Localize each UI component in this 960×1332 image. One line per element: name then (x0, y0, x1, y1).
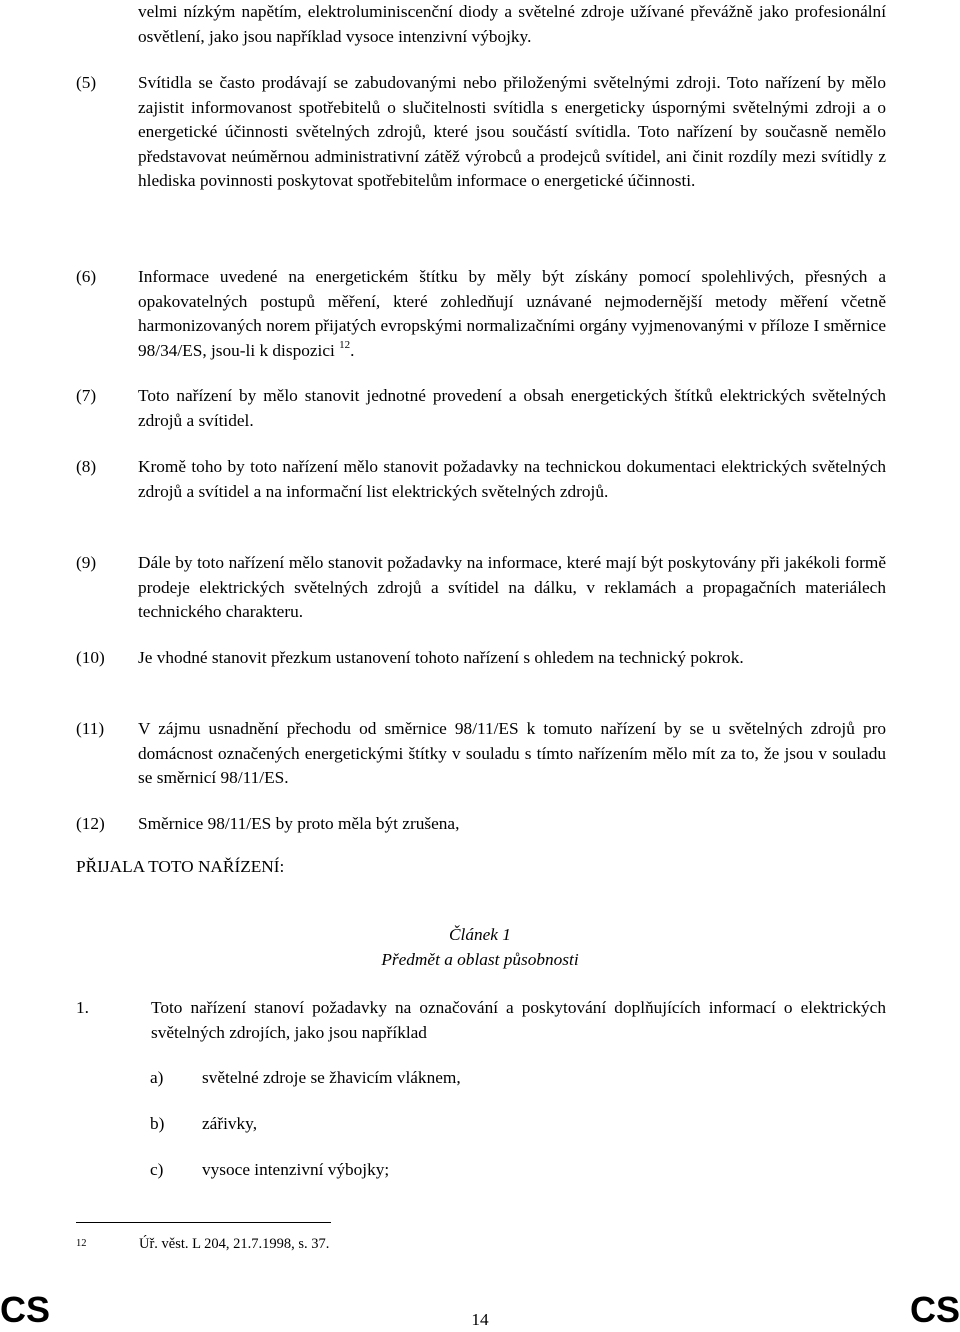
footnote-text: Úř. věst. L 204, 21.7.1998, s. 37. (139, 1236, 330, 1252)
recital-number: (6) (76, 267, 97, 286)
recital-8 (76, 455, 886, 504)
article-subtitle: Předmět a oblast působnosti (381, 950, 579, 969)
page-number: 14 (471, 1310, 489, 1329)
recital-text: Kromě toho by toto nařízení mělo stanovit požadavky na technickou dokumentaci elektrických světelných zdrojů a svítidel a na informační list elektrických světelných zdrojů. (138, 457, 886, 501)
footnote (76, 1234, 329, 1254)
article-heading (0, 922, 960, 972)
article-paragraph-1 (76, 996, 886, 1045)
recital-number: (10) (76, 648, 105, 667)
footnote-reference: 12 (339, 338, 351, 351)
recital-text: Svítidla se často prodávají se zabudovanými nebo přiloženými světelnými zdroji. Toto nařízení by mělo zajistit informovanost spotřebitelů o slučitelnosti svítidla s energeticky úspornými světelnými zdroji a o energetické účinnosti světelných zdrojů, které jsou součástí svítidla. Toto nařízení by současně nemělo představovat neúměrnou administrativní zátěž výrobců a prodejců svítidel, ani činit rozdíly mezi svítidly z hlediska povinnosti poskytovat spotřebitelům informace o energetické účinnosti. (138, 73, 886, 190)
recital-number: (5) (76, 73, 97, 92)
recital-suffix: . (350, 340, 355, 360)
language-code-right: CS (909, 1289, 960, 1330)
list-item-text: zářivky, (202, 1114, 258, 1133)
adoption-formula: PŘIJALA TOTO NAŘÍZENÍ: (76, 857, 285, 876)
list-item (150, 1066, 461, 1091)
recital-text: Toto nařízení by mělo stanovit jednotné provedení a obsah energetických štítků elektrických světelných zdrojů a svítidel. (138, 386, 886, 430)
recital-9 (76, 551, 886, 625)
list-item (150, 1112, 257, 1137)
recital-number: (8) (76, 457, 97, 476)
recital-number: (9) (76, 553, 97, 572)
recital-number: (12) (76, 814, 105, 833)
list-item-letter: a) (150, 1068, 164, 1087)
list-item-letter: c) (150, 1160, 164, 1179)
article-paragraph-text: Toto nařízení stanoví požadavky na označování a poskytování doplňujících informací o elektrických světelných zdrojích, jako jsou například (151, 998, 886, 1042)
recital-text: Dále by toto nařízení mělo stanovit požadavky na informace, které mají být poskytovány při jakékoli formě prodeje elektrických světelných zdrojů a svítidel na dálku, v reklamách a propagačních materiálech technického charakteru. (138, 553, 886, 621)
recital-text: Je vhodné stanovit přezkum ustanovení tohoto nařízení s ohledem na technický pokrok. (138, 648, 744, 667)
recital-12 (76, 812, 886, 837)
list-item-text: světelné zdroje se žhavicím vláknem, (202, 1068, 461, 1087)
recital-11 (76, 717, 886, 791)
article-title: Článek 1 (449, 925, 511, 944)
recital-text: Směrnice 98/11/ES by proto měla být zrušena, (138, 814, 460, 833)
recital-text-wrapper (138, 265, 886, 363)
recital-text: V zájmu usnadnění přechodu od směrnice 98/11/ES k tomuto nařízení by se u světelných zdrojů pro domácnost označených energetickými štítky v souladu s tímto nařízením mělo mít za to, že jsou v souladu se směrnicí 98/11/ES. (138, 719, 886, 787)
footnote-separator (76, 1222, 331, 1223)
recital-text: Informace uvedené na energetickém štítku by měly být získány pomocí spolehlivých, přesných a opakovatelných postupů měření, které zohledňují uznávané nejmodernější metody měření včetně harmonizovaných norem přijatých evropskými normalizačními orgány vyjmenovanými v příloze I směrnice 98/34/ES, jsou-li k dispozici (138, 267, 886, 360)
recital-7 (76, 384, 886, 433)
list-item-letter: b) (150, 1114, 165, 1133)
recital-10 (76, 646, 886, 671)
continuation-paragraph: velmi nízkým napětím, elektroluminiscenční diody a světelné zdroje užívané převážně jako profesionální osvětlení, jako jsou například vysoce intenzivní výbojky. (138, 2, 886, 46)
recital-number: (7) (76, 386, 97, 405)
recital-number: (11) (76, 719, 105, 738)
footnote-number: 12 (76, 1238, 87, 1249)
list-item-text: vysoce intenzivní výbojky; (202, 1160, 390, 1179)
list-item (150, 1158, 389, 1183)
article-paragraph-number: 1. (76, 998, 89, 1017)
recital-6 (76, 265, 886, 363)
recital-5 (76, 71, 886, 194)
language-code-left: CS (0, 1289, 51, 1330)
